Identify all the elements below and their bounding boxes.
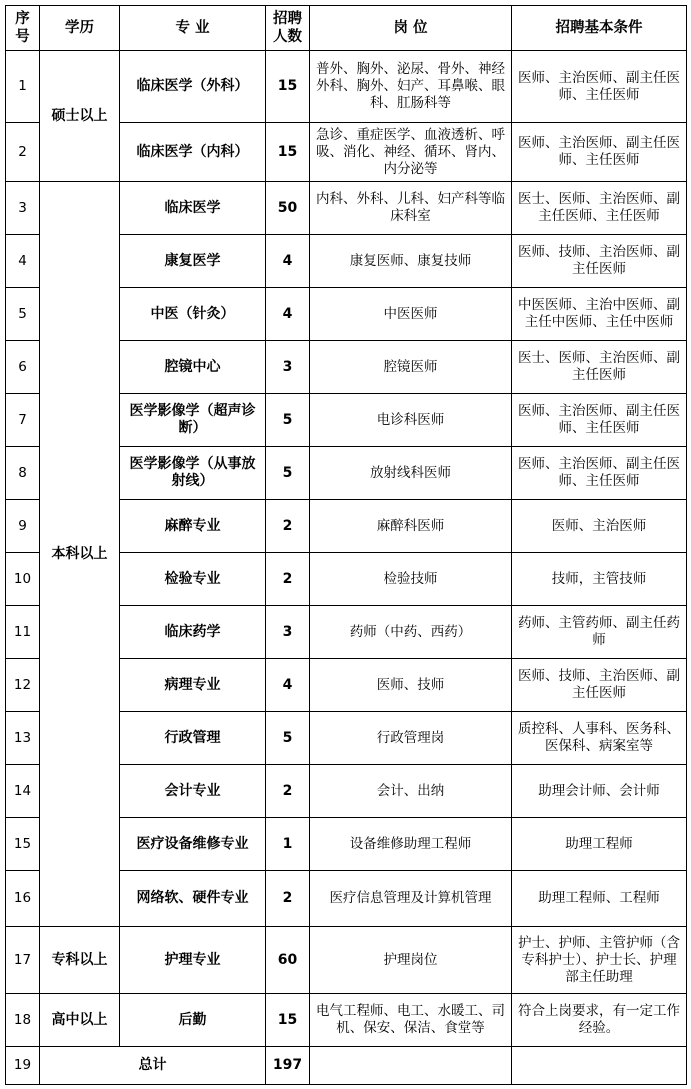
row-count: 50	[266, 182, 310, 235]
row-major: 康复医学	[120, 235, 266, 288]
row-requirements: 医师、主治医师、副主任医师、主任医师	[512, 394, 687, 447]
table-row	[6, 51, 687, 123]
row-major: 会计专业	[120, 765, 266, 818]
row-requirements: 护士、护师、主管护师（含专科护士）、护士长、护理部主任助理	[512, 927, 687, 994]
total-label: 总计	[40, 1047, 266, 1085]
row-no: 17	[6, 927, 40, 994]
row-count: 2	[266, 553, 310, 606]
row-no: 2	[6, 123, 40, 182]
row-position: 设备维修助理工程师	[310, 818, 512, 871]
row-position: 会计、出纳	[310, 765, 512, 818]
row-requirements: 医师、主治医师、副主任医师、主任医师	[512, 123, 687, 182]
row-requirements: 质控科、人事科、医务科、医保科、病案室等	[512, 712, 687, 765]
row-no: 3	[6, 182, 40, 235]
total-requirements-empty	[512, 1047, 687, 1085]
row-major: 临床医学	[120, 182, 266, 235]
row-no: 8	[6, 447, 40, 500]
row-no: 16	[6, 871, 40, 927]
row-position: 康复医师、康复技师	[310, 235, 512, 288]
table-row	[6, 927, 687, 994]
row-count: 2	[266, 765, 310, 818]
row-no: 4	[6, 235, 40, 288]
row-no: 13	[6, 712, 40, 765]
row-requirements: 技师，主管技师	[512, 553, 687, 606]
row-position: 行政管理岗	[310, 712, 512, 765]
row-no: 18	[6, 994, 40, 1047]
row-count: 15	[266, 51, 310, 123]
row-major: 检验专业	[120, 553, 266, 606]
row-major: 中医（针灸）	[120, 288, 266, 341]
header-major: 专 业	[120, 6, 266, 51]
row-count: 15	[266, 994, 310, 1047]
row-position: 内科、外科、儿科、妇产科等临床科室	[310, 182, 512, 235]
row-major: 病理专业	[120, 659, 266, 712]
row-count: 1	[266, 818, 310, 871]
row-count: 2	[266, 500, 310, 553]
education-group: 硕士以上	[40, 51, 120, 182]
row-count: 4	[266, 659, 310, 712]
row-position: 放射线科医师	[310, 447, 512, 500]
row-no: 11	[6, 606, 40, 659]
row-requirements: 中医医师、主治中医师、副主任中医师、主任中医师	[512, 288, 687, 341]
row-requirements: 医士、医师、主治医师、副主任医师	[512, 341, 687, 394]
header-education: 学历	[40, 6, 120, 51]
row-count: 3	[266, 341, 310, 394]
recruitment-table	[5, 5, 687, 1085]
row-major: 临床医学（外科）	[120, 51, 266, 123]
row-count: 2	[266, 871, 310, 927]
row-position: 麻醉科医师	[310, 500, 512, 553]
header-no: 序号	[6, 6, 40, 51]
row-major: 临床医学（内科）	[120, 123, 266, 182]
row-no: 12	[6, 659, 40, 712]
table-row	[6, 994, 687, 1047]
education-group: 本科以上	[40, 182, 120, 927]
row-major: 护理专业	[120, 927, 266, 994]
header-position: 岗 位	[310, 6, 512, 51]
row-requirements: 医师、主治医师	[512, 500, 687, 553]
row-count: 5	[266, 447, 310, 500]
row-count: 15	[266, 123, 310, 182]
row-no: 5	[6, 288, 40, 341]
row-requirements: 助理工程师	[512, 818, 687, 871]
row-major: 临床药学	[120, 606, 266, 659]
row-no: 9	[6, 500, 40, 553]
row-position: 中医医师	[310, 288, 512, 341]
row-no: 15	[6, 818, 40, 871]
education-group: 高中以上	[40, 994, 120, 1047]
row-count: 5	[266, 394, 310, 447]
row-major: 网络软、硬件专业	[120, 871, 266, 927]
row-requirements: 医士、医师、主治医师、副主任医师、主任医师	[512, 182, 687, 235]
row-major: 行政管理	[120, 712, 266, 765]
row-position: 电气工程师、电工、水暖工、司机、保安、保洁、食堂等	[310, 994, 512, 1047]
row-position: 护理岗位	[310, 927, 512, 994]
header-row	[6, 6, 687, 51]
header-count: 招聘人数	[266, 6, 310, 51]
total-row	[6, 1047, 687, 1085]
row-major: 医学影像学（超声诊断）	[120, 394, 266, 447]
row-major: 后勤	[120, 994, 266, 1047]
row-position: 腔镜医师	[310, 341, 512, 394]
row-count: 5	[266, 712, 310, 765]
row-position: 医师、技师	[310, 659, 512, 712]
row-no: 10	[6, 553, 40, 606]
total-position-empty	[310, 1047, 512, 1085]
row-no: 6	[6, 341, 40, 394]
row-position: 普外、胸外、泌尿、骨外、神经外科、胸外、妇产、耳鼻喉、眼科、肛肠科等	[310, 51, 512, 123]
row-requirements: 符合上岗要求，有一定工作经验。	[512, 994, 687, 1047]
row-requirements: 医师、主治医师、副主任医师、主任医师	[512, 51, 687, 123]
row-requirements: 医师、技师、主治医师、副主任医师	[512, 659, 687, 712]
row-no: 14	[6, 765, 40, 818]
row-requirements: 医师、技师、主治医师、副主任医师	[512, 235, 687, 288]
row-requirements: 助理工程师、工程师	[512, 871, 687, 927]
row-position: 医疗信息管理及计算机管理	[310, 871, 512, 927]
row-count: 3	[266, 606, 310, 659]
row-requirements: 药师、主管药师、副主任药师	[512, 606, 687, 659]
row-major: 医疗设备维修专业	[120, 818, 266, 871]
row-major: 腔镜中心	[120, 341, 266, 394]
row-no: 1	[6, 51, 40, 123]
row-requirements: 助理会计师、会计师	[512, 765, 687, 818]
header-requirements: 招聘基本条件	[512, 6, 687, 51]
table-row	[6, 182, 687, 235]
row-requirements: 医师、主治医师、副主任医师、主任医师	[512, 447, 687, 500]
row-position: 检验技师	[310, 553, 512, 606]
row-major: 医学影像学（从事放射线）	[120, 447, 266, 500]
row-position: 急诊、重症医学、血液透析、呼吸、消化、神经、循环、肾内、内分泌等	[310, 123, 512, 182]
education-group: 专科以上	[40, 927, 120, 994]
total-count: 197	[266, 1047, 310, 1085]
row-no: 7	[6, 394, 40, 447]
total-no: 19	[6, 1047, 40, 1085]
row-position: 药师（中药、西药）	[310, 606, 512, 659]
row-count: 4	[266, 235, 310, 288]
row-count: 60	[266, 927, 310, 994]
row-count: 4	[266, 288, 310, 341]
row-position: 电诊科医师	[310, 394, 512, 447]
row-major: 麻醉专业	[120, 500, 266, 553]
